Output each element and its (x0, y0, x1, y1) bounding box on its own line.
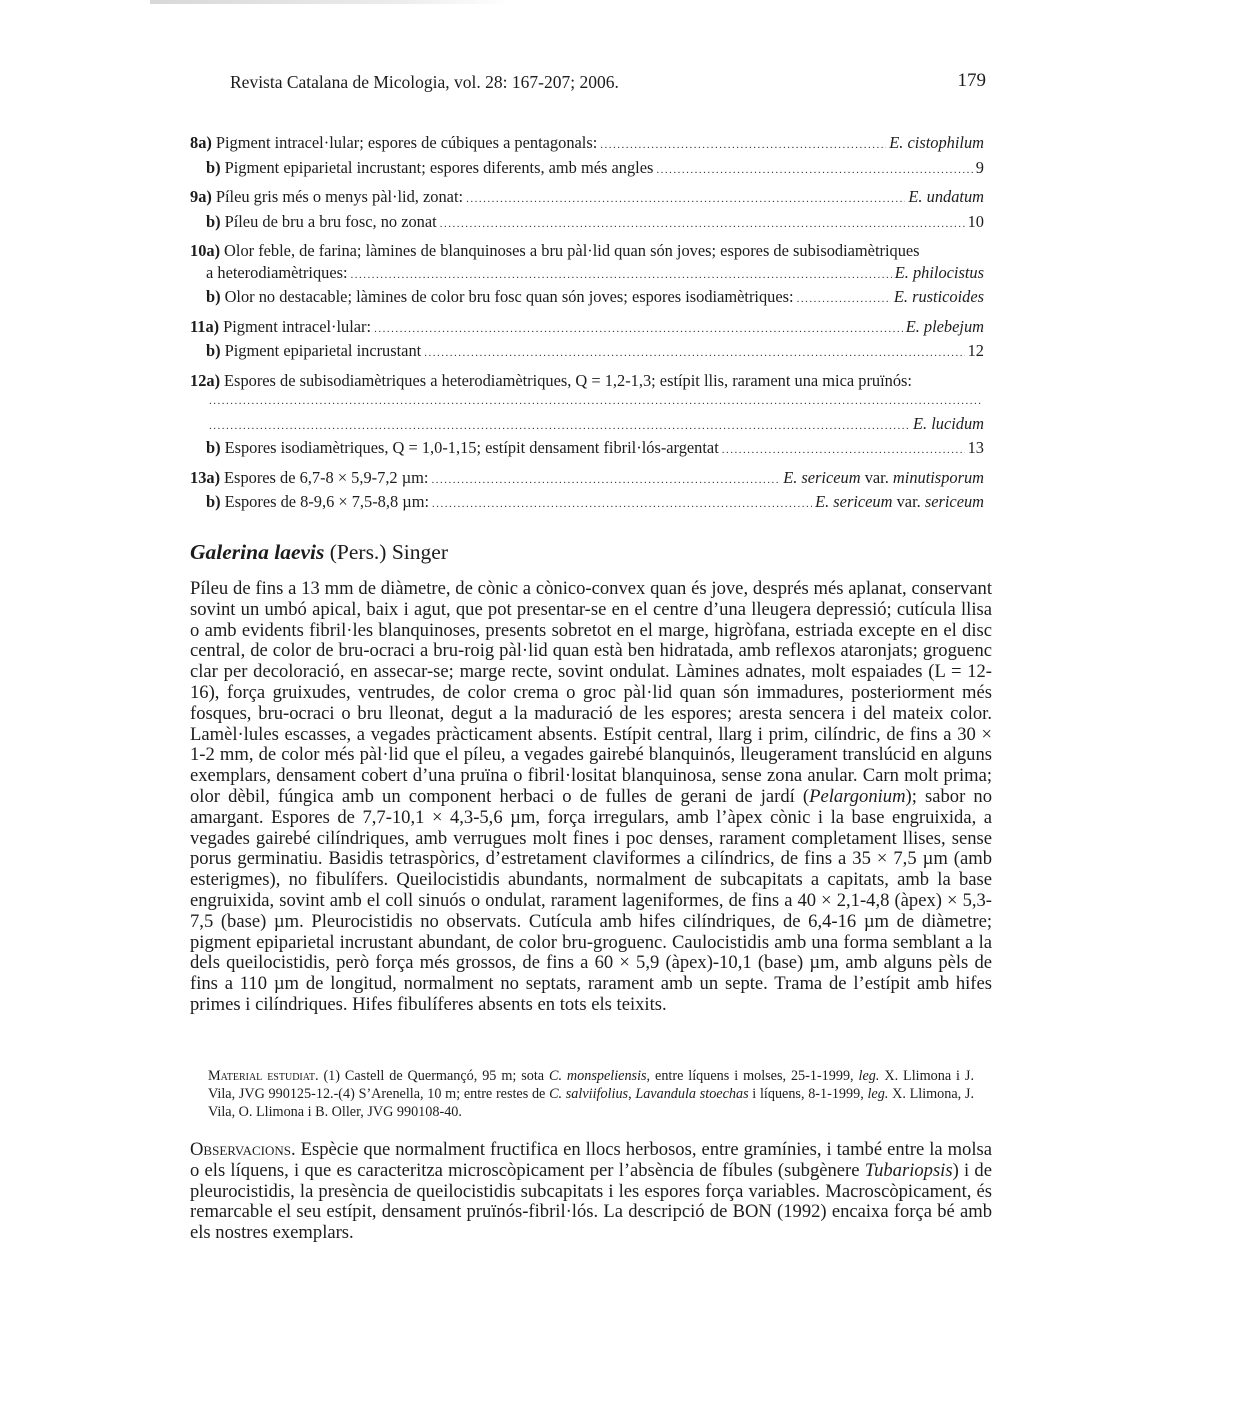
key-leader-dots (722, 440, 965, 462)
key-couplet-13 (190, 467, 984, 516)
key-couplet-9 (190, 186, 984, 235)
material-text: X. Llimona, J. Vila, O. Llimona i B. Oller, JVG 990108-40. (208, 1085, 974, 1120)
key-lead-result: 10 (967, 211, 984, 231)
key-lead-label: 9a) (190, 187, 212, 206)
key-lead-label: b) (206, 341, 221, 360)
key-leader-dots (440, 214, 965, 236)
key-lead-result: E. cistophilum (889, 133, 984, 152)
result-var-word: var. (864, 467, 889, 487)
observations (190, 1140, 992, 1244)
species-description (190, 579, 992, 1016)
material-text: X. Llimona i J. Vila, JVG 990125-12.-(4) S’Arenella, 10 m; entre restes de (208, 1068, 974, 1102)
material-italic: C. salviifolius (549, 1085, 629, 1102)
key-lead-result: E. rusticoides (893, 287, 984, 306)
key-lead-label: b) (206, 438, 221, 457)
key-lead-label: 11a) (190, 316, 220, 336)
page-number: 179 (957, 70, 986, 91)
key-lead-label: b) (206, 287, 221, 306)
key-lead-10a-cont (190, 262, 984, 287)
key-lead-8b (190, 157, 984, 182)
material-italic: leg. (858, 1068, 880, 1084)
material-italic: C. monspeliensis (549, 1068, 647, 1084)
key-lead-10b (190, 286, 984, 311)
species-heading (190, 540, 448, 565)
material-label: Material estudiat. (208, 1068, 319, 1084)
key-lead-result (815, 491, 984, 513)
result-variety: sericeum (924, 492, 984, 511)
key-lead-label: b) (206, 157, 221, 177)
key-leader-dots (431, 470, 780, 492)
species-name: Galerina laevis (190, 540, 325, 564)
key-lead-13a (190, 467, 984, 492)
key-leader-dots (600, 135, 886, 157)
key-lead-result: E. undatum (908, 187, 984, 206)
key-couplet-11 (190, 316, 984, 365)
material-studied (208, 1068, 974, 1121)
key-lead-result: 12 (967, 341, 984, 360)
observations-italic: Tubariopsis (864, 1159, 953, 1181)
key-lead-result (783, 467, 984, 489)
key-leader-dots (209, 391, 981, 413)
key-leader-dots (797, 289, 891, 311)
key-lead-text: Espores de 6,7-8 × 5,9-7,2 µm: (224, 467, 429, 487)
key-lead-text: Pigment epiparietal incrustant (224, 341, 422, 360)
key-lead-label: b) (206, 492, 221, 511)
material-text: , entre líquens i molses, 25-1-1999, (646, 1068, 859, 1084)
key-lead-11a (190, 316, 984, 341)
key-leader-dots (374, 319, 903, 341)
scan-edge-shadow (150, 0, 510, 4)
key-lead-text: Píleu de bru a bru fosc, no zonat (224, 211, 437, 231)
key-couplet-8 (190, 132, 984, 181)
material-text: i líquens, 8-1-1999, (748, 1085, 868, 1102)
key-lead-11b (190, 340, 984, 365)
key-lead-text: Olor feble, de farina; làmines de blanquinoses a bru pàl·lid quan són joves; espores de subisodiamètriques (224, 241, 920, 260)
key-leader-dots (351, 265, 892, 287)
key-lead-result: 9 (975, 157, 984, 177)
material-italic: leg. (867, 1085, 889, 1102)
key-lead-label: b) (206, 211, 221, 231)
key-leader-dots (432, 494, 812, 516)
material-text: (1) Castell de Quermançó, 95 m; sota (318, 1068, 549, 1084)
key-lead-label: 8a) (190, 133, 212, 152)
identification-key (190, 132, 984, 521)
observations-text: ) i de pleurocistidis, la presència de queilocistidis subcapitats i les espores força variables. Macroscòpicament, és remarcable el seu estípit, densament pruïnós-fibril·lós. La descripció de BON (1992) encaixa força bé amb els nostres exemplars. (190, 1159, 992, 1244)
key-leader-dots (466, 189, 905, 211)
key-lead-12a-result (190, 413, 984, 438)
key-lead-text: a heterodiamètriques: (206, 262, 348, 282)
key-lead-12b (190, 437, 984, 462)
key-lead-text: Pigment intracel·lular; espores de cúbiques a pentagonals: (215, 133, 598, 152)
material-italic: Lavandula stoechas (635, 1085, 749, 1102)
result-species: E. sericeum (783, 467, 861, 487)
species-author: (Pers.) Singer (329, 540, 448, 564)
key-lead-text: Píleu gris més o menys pàl·lid, zonat: (215, 187, 464, 206)
key-leader-dots (209, 416, 910, 438)
description-genus-pelargonium: Pelargonium (809, 785, 906, 807)
key-leader-dots (424, 343, 964, 365)
result-var-word: var. (896, 492, 921, 511)
key-lead-text: Espores isodiamètriques, Q = 1,0-1,15; estípit densament fibril·lós-argentat (224, 438, 719, 457)
key-lead-13b (190, 491, 984, 516)
key-lead-label: 10a) (190, 241, 221, 260)
observations-label: Observacions. (190, 1139, 296, 1160)
key-lead-10a (190, 240, 984, 262)
result-species: E. sericeum (815, 492, 893, 511)
description-part-1: Píleu de fins a 13 mm de diàmetre, de cònic a cònico-convex quan és jove, després més aplanat, conservant sovint un umbó apical, baix i agut, que pot presentar-se en el centre d’una lleugera depressió; cutícula llisa o amb evidents fibril·les blanquinoses, presents sobretot en el marge, higròfana, estriada excepte en el disc central, de color de bru-ocraci a bru-roig pàl·lid quan està ben hidratada, amb reflexos ataronjats; groguenc clar per decoloració, en assecar-se; marge recte, sovint ondulat. Làmines adnates, molt espaiades (L = 12-16), força gruixudes, ventrudes, de color crema o groc pàl·lid quan són immadures, posteriorment més fosques, bru-ocraci o bru lleonat, degut a la maduració de les espores; aresta sencera i del mateix color. Lamèl·lules escasses, a vegades pràcticament absents. Estípit central, llarg i prim, cilíndric, de fins a 30 × 1-2 mm, de color més pàl·lid que el píleu, a vegades gairebé blanquinós, lleugerament translúcid en alguns exemplars, densament cobert d’una pruïna o fibril·lositat blanquinosa, sense zona anular. Carn molt prima; olor dèbil, fúngica amb un component herbaci o de fulles de gerani de jardí ( (190, 578, 992, 807)
key-lead-12a-dots (190, 391, 984, 413)
key-lead-label: 12a) (190, 370, 221, 390)
key-couplet-12 (190, 370, 984, 462)
key-lead-result: E. plebejum (905, 316, 984, 336)
key-lead-9a (190, 186, 984, 211)
key-leader-dots (656, 160, 972, 182)
key-lead-result: E. philocistus (894, 262, 984, 282)
key-lead-text: Pigment intracel·lular: (223, 316, 372, 336)
key-lead-text: Pigment epiparietal incrustant; espores diferents, amb més angles (224, 157, 654, 177)
key-lead-9b (190, 211, 984, 236)
description-part-2: ); sabor no amargant. Espores de 7,7-10,1 × 4,3-5,6 µm, força irregulars, amb l’àpex cònic i la base engruixida, a vegades gairebé cilíndriques, amb verrugues molt fines i poc denses, rarament completament llises, sense porus germinatiu. Basidis tetraspòrics, d’estretament claviformes a cilíndrics, de fins a 35 × 7,5 µm (amb esterigmes), no fibulífers. Queilocistidis abundants, normalment de subcapitats a capitats, amb la base engruixida, sovint amb el coll sinuós o ondulat, rarament lageniformes, de fins a 40 × 2,1-4,8 (àpex) × 5,3-7,5 (base) µm. Pleurocistidis no observats. Cutícula amb hifes cilíndriques, de 6,4-16 µm de diàmetre; pigment epiparietal incrustant abundant, de color bru-groguenc. Caulocistidis amb una forma semblant a la dels queilocistidis, però força més grossos, de fins a 60 × 5,9 (àpex)-10,1 (base) µm, amb alguns pèls de fins a 110 µm de longitud, normalment no septats, rarament amb un septe. Trama de l’estípit amb hifes primes i cilíndriques. Hifes fibulíferes absents en tots els teixits. (190, 785, 992, 1015)
key-lead-8a (190, 132, 984, 157)
result-variety: minutisporum (892, 467, 984, 487)
material-text: , (628, 1085, 636, 1102)
key-lead-text: Espores de subisodiamètriques a heterodiamètriques, Q = 1,2-1,3; estípit llis, rarament una mica pruïnós: (224, 370, 912, 390)
observations-text: Espècie que normalment fructifica en llocs herbosos, entre gramínies, i també entre la molsa o els líquens, i que es caracteritza microscòpicament per l’absència de fíbules (subgènere (190, 1139, 992, 1181)
key-lead-text: Espores de 8-9,6 × 7,5-8,8 µm: (224, 492, 429, 511)
running-header (230, 66, 986, 98)
key-couplet-10 (190, 240, 984, 311)
key-lead-text: Olor no destacable; làmines de color bru fosc quan són joves; espores isodiamètriques: (224, 287, 794, 306)
key-lead-result: E. lucidum (912, 413, 984, 433)
key-lead-label: 13a) (190, 467, 221, 487)
key-lead-result: 13 (967, 438, 984, 457)
journal-citation: Revista Catalana de Micologia, vol. 28: 167-207; 2006. (230, 72, 619, 92)
key-lead-12a (190, 370, 984, 392)
